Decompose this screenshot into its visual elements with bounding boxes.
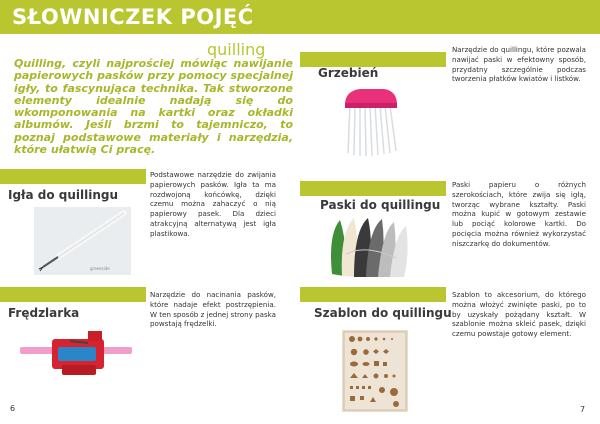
section-bar-fredzlarka bbox=[0, 287, 146, 302]
section-bar-grzebien bbox=[300, 52, 446, 67]
paper-strips-image bbox=[326, 214, 414, 280]
section-desc-grzebien: Narzędzie do quillingu, które pozwala nawijać paski w efektowny sposób, przydatny szczególnie podczas tworzenia płatków kwiatów i listków. bbox=[452, 45, 586, 84]
needle-image bbox=[34, 207, 131, 275]
section-desc-fredzlarka: Narzędzie do nacinania pasków, które nadaje efekt postrzępienia. W ten sposób z jednej strony paska powstają frędzelki. bbox=[150, 290, 276, 329]
page-number-right: 7 bbox=[580, 405, 586, 414]
section-title-fredzlarka: Frędzlarka bbox=[8, 306, 80, 320]
fringer-image bbox=[18, 325, 134, 383]
section-desc-igla: Podstawowe narzędzie do zwijania papierowych pasków. Igła ta ma rozdwojoną końcówkę, dzięki czemu można zahaczyć o nią papierowy pasek. Dla dzieci atrakcyjną alternatywą jest igła plastikowa. bbox=[150, 170, 276, 238]
section-bar-igla bbox=[0, 169, 146, 184]
page-title: SŁOWNICZEK POJĘĆ bbox=[12, 5, 254, 29]
template-board-image bbox=[342, 330, 408, 412]
needle-image-caption: greenside bbox=[90, 266, 110, 271]
section-title-szablon: Szablon do quillingu bbox=[314, 306, 452, 320]
intro-text: Quilling, czyli najprościej mówiąc nawijanie papierowych pasków przy pomocy specjalnej igły, to fascynująca technika. Tak stworzone elementy idealnie nadają się do wkomponowania na kartki oraz okładki albumów. Jeśli brzmi to tajemniczo, to poznaj podstawowe materiały i narzędzia, które ułatwią Ci pracę. bbox=[14, 57, 293, 157]
section-desc-paski: Paski papieru o różnych szerokościach, które zwija się igłą, tworząc wybrane kształty. Paski można kupić w gotowym zestawie lub pociąć kolorowe kartki. Do pocięcia można również wykorzystać niszczarkę do dokumentów. bbox=[452, 180, 586, 248]
comb-image bbox=[340, 83, 402, 157]
page-subtitle: quilling bbox=[207, 40, 266, 59]
section-bar-szablon bbox=[300, 287, 446, 302]
section-title-igla: Igła do quillingu bbox=[8, 188, 119, 202]
section-title-grzebien: Grzebień bbox=[318, 66, 379, 80]
section-bar-paski bbox=[300, 181, 446, 196]
section-title-paski: Paski do quillingu bbox=[320, 198, 441, 212]
section-desc-szablon: Szablon to akcesorium, do którego można włożyć zwinięte paski, po to by uzyskały pożądany kształt. W szablonie można skleić pasek, dzięki czemu powstaje gotowy element. bbox=[452, 290, 586, 339]
page-number-left: 6 bbox=[10, 404, 16, 413]
